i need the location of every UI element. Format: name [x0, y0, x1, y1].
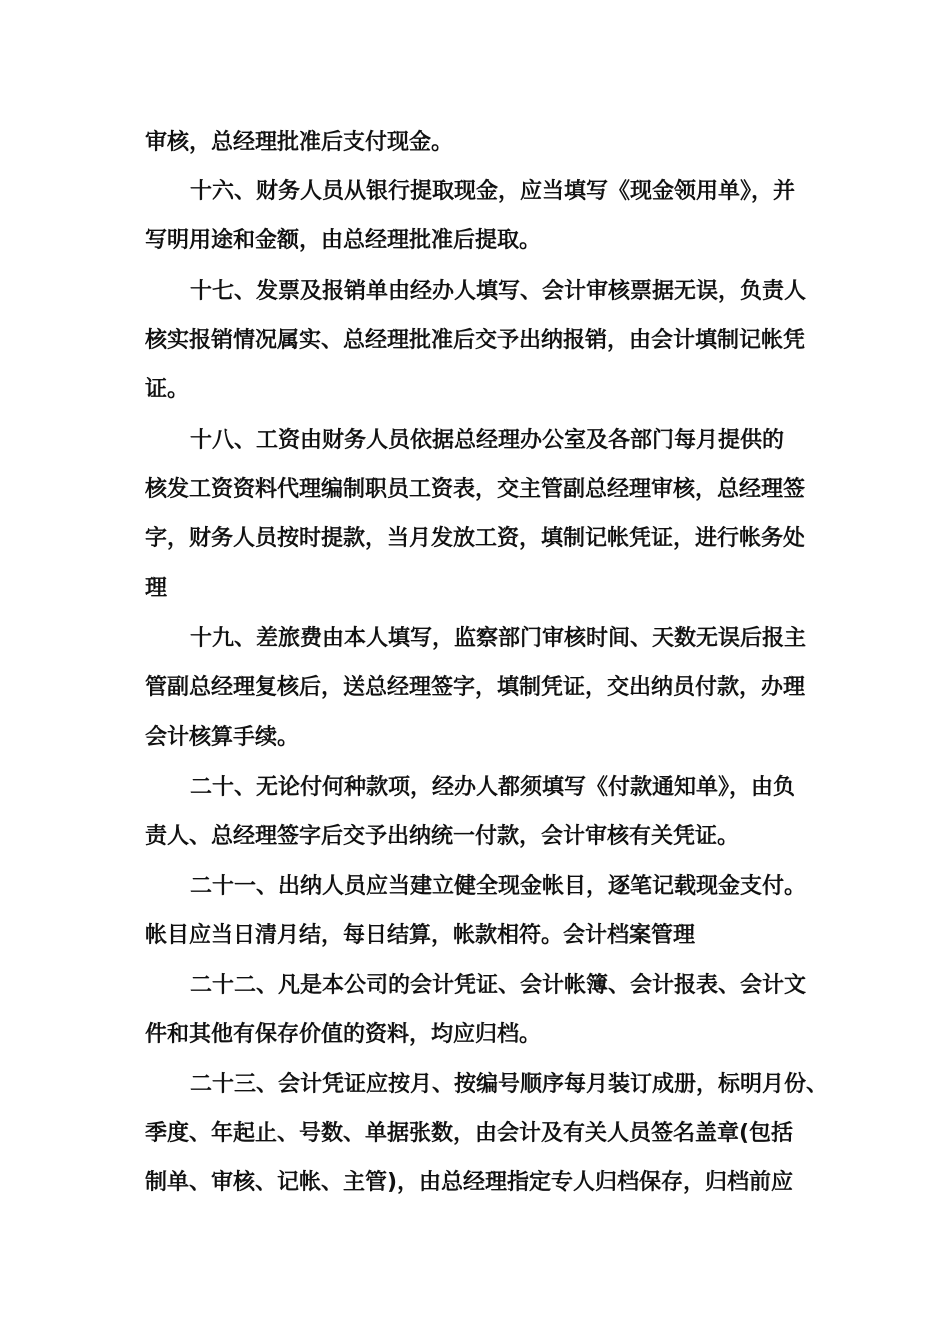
text-line: 件和其他有保存价值的资料，均应归档。: [145, 1022, 542, 1047]
text-line: 核发工资资料代理编制职员工资表，交主管副总经理审核，总经理签: [145, 477, 806, 502]
text-line: 责人、总经理签字后交予出纳统一付款，会计审核有关凭证。: [145, 824, 740, 849]
text-line: 制单、审核、记帐、主管)，由总经理指定专人归档保存，归档前应: [145, 1170, 794, 1195]
text-line: 审核，总经理批准后支付现金。: [145, 130, 454, 155]
paragraph-23-start: 二十三、会计凭证应按月、按编号顺序每月装订成册，标明月份、: [190, 1072, 829, 1097]
paragraph-19-start: 十九、差旅费由本人填写，监察部门审核时间、天数无误后报主: [190, 626, 807, 651]
text-line: 核实报销情况属实、总经理批准后交予出纳报销，由会计填制记帐凭: [145, 328, 806, 353]
text-line: 写明用途和金额，由总经理批准后提取。: [145, 228, 542, 253]
paragraph-16-start: 十六、财务人员从银行提取现金，应当填写《现金领用单》，并: [190, 179, 796, 204]
text-line: 帐目应当日清月结，每日结算，帐款相符。会计档案管理: [145, 923, 696, 948]
paragraph-17-start: 十七、发票及报销单由经办人填写、会计审核票据无误，负责人: [190, 279, 807, 304]
text-line: 管副总经理复核后，送总经理签字，填制凭证，交出纳员付款，办理: [145, 675, 806, 700]
paragraph-18-start: 十八、工资由财务人员依据总经理办公室及各部门每月提供的: [190, 428, 785, 453]
text-line: 证。: [145, 377, 190, 402]
text-line: 会计核算手续。: [145, 725, 300, 750]
text-line: 字，财务人员按时提款，当月发放工资，填制记帐凭证，进行帐务处: [145, 526, 806, 551]
text-line: 理: [145, 576, 168, 601]
paragraph-20-start: 二十、无论付何种款项，经办人都须填写《付款通知单》，由负: [190, 775, 796, 800]
text-line: 季度、年起止、号数、单据张数，由会计及有关人员签名盖章(包括: [145, 1121, 794, 1146]
paragraph-21-start: 二十一、出纳人员应当建立健全现金帐目，逐笔记载现金支付。: [190, 874, 807, 899]
paragraph-22-start: 二十二、凡是本公司的会计凭证、会计帐簿、会计报表、会计文: [190, 973, 807, 998]
